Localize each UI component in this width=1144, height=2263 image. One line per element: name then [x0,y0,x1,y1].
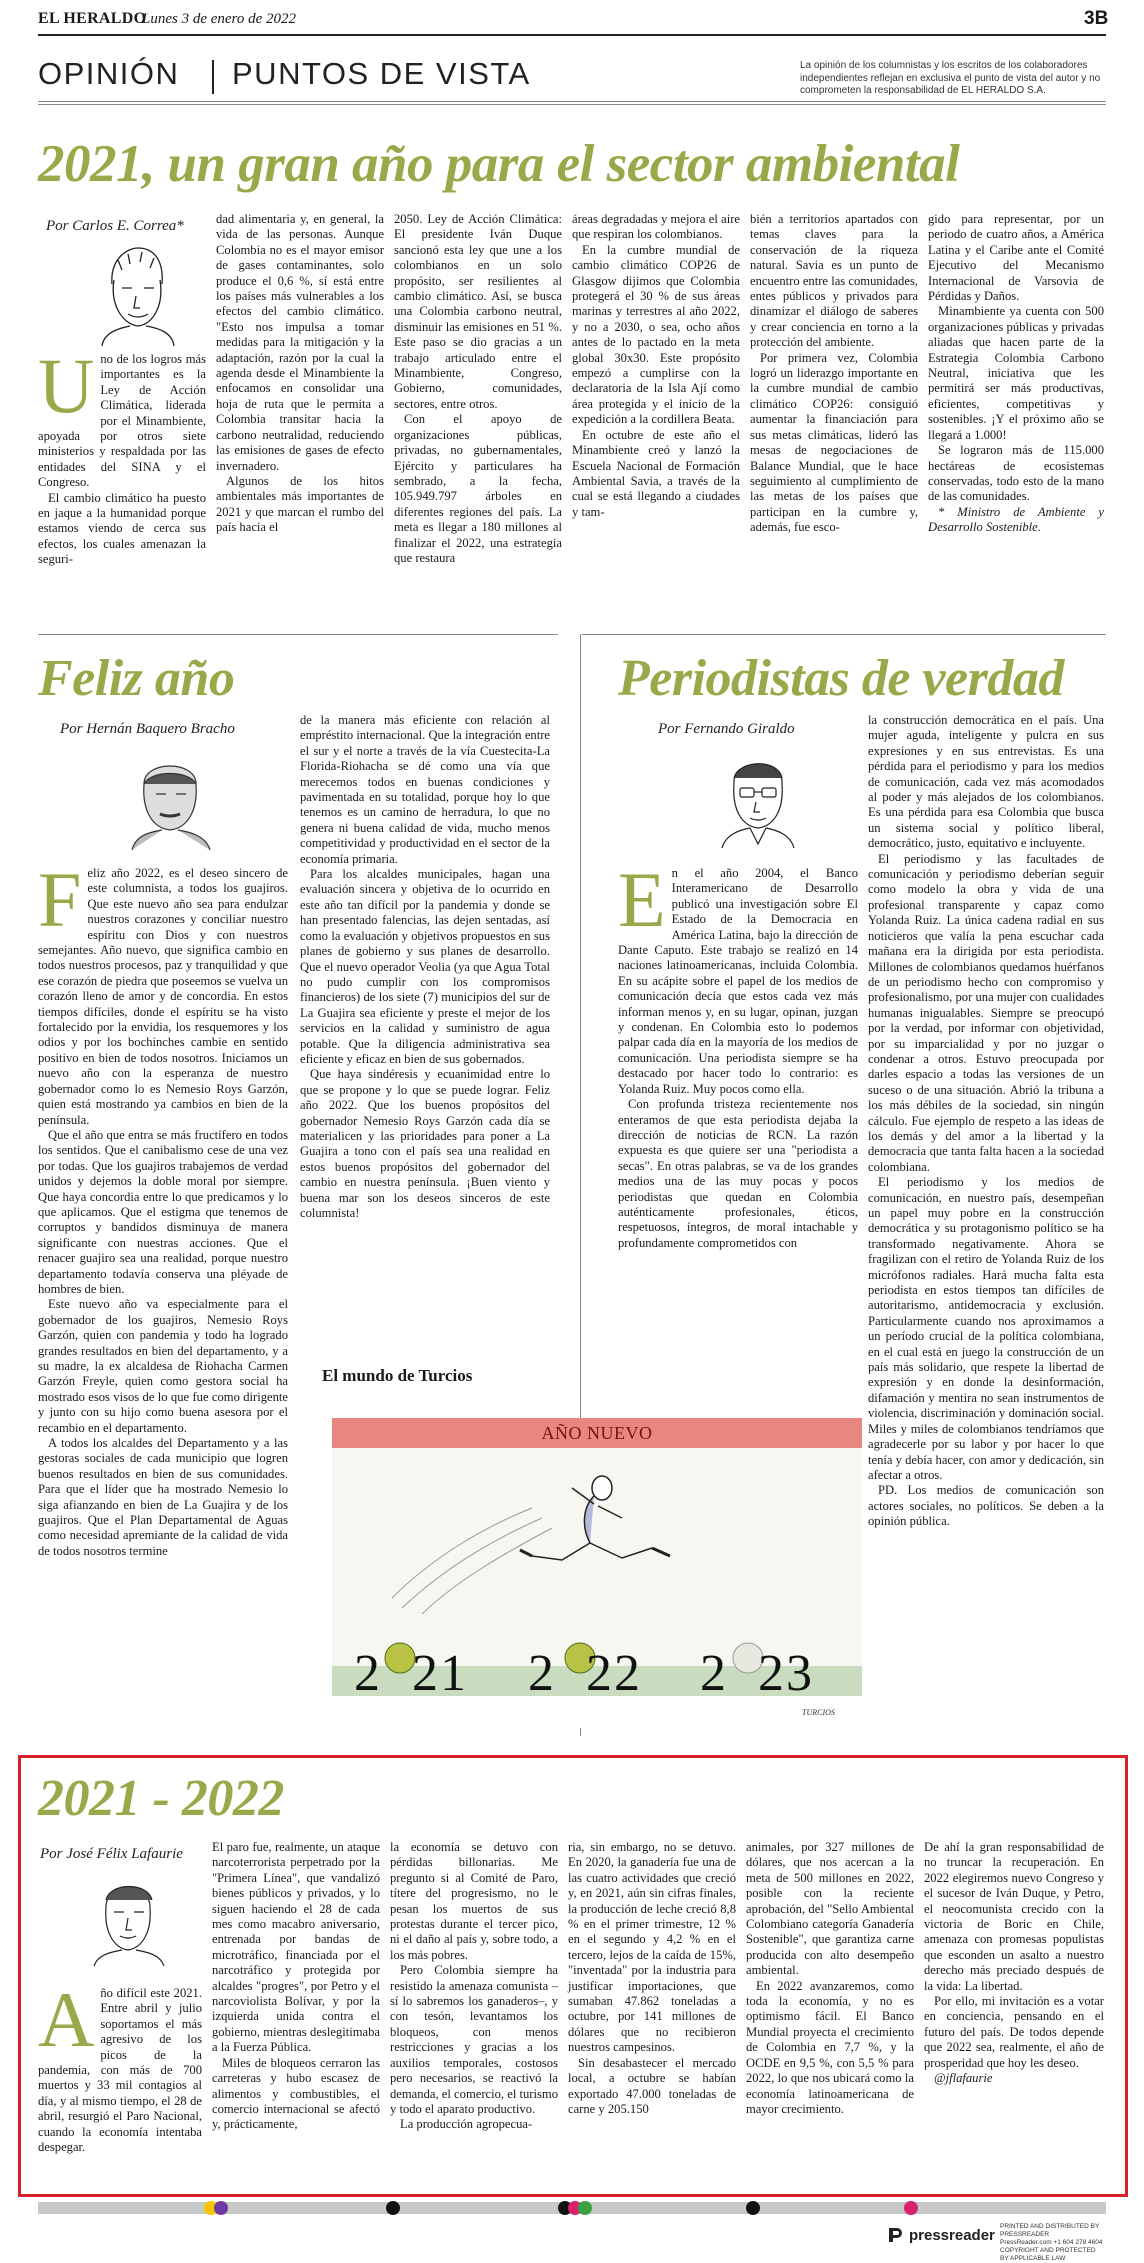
masthead: EL HERALDO [38,10,147,27]
registration-mark [214,2201,228,2215]
author-note: * Ministro de Ambiente y Desarrollo Sostenible. [928,504,1104,535]
section-divider [212,60,214,94]
paragraph: Por primera vez, Colombia logró un liderazgo importante en la cumbre mundial de cambio climático COP26: consiguió aumentar la financiación para sus metas climáticas, lideró las mesas de negociaciones de Balance Mundial, que le hace seguimiento al cumplimiento de las metas de los países que participan en la cumbre y, además, fue esco- [750,350,918,535]
page-number: 3B [1084,8,1109,29]
paragraph: El cambio climático ha puesto en jaque a la humanidad porque estamos viendo de cerca sus efectos, los cuales amenazan la seguri- [38,490,206,567]
paragraph: En 2022 avanzaremos, como toda la economía, y no es optimismo fácil. El Banco Mundial proyecta el crecimiento de Colombia en 7,7 %, y la OCDE en 9,5 %, con 5,5 % para 2022, lo que nos ubicará como la economía latinoamericana de mayor crecimiento. [746,1978,914,2116]
section-rule [38,634,558,635]
paragraph: la construcción democrática en el país. Una mujer aguda, inteligente y pulcra en sus expresiones y en sus entrevistas. Es una pérdida para el periodismo y para los medios de comunicación, cada vez más acomodados al poder y más alejados de los colombianos. Es una pérdida para esa Colombia que busca un sistema social y político liberal, democrático, justo, equitativo e incluyente. [868,713,1104,851]
paragraph: De ahí la gran responsabilidad de no truncar la recuperación. En 2022 elegiremos nuevo Congreso y el sucesor de Iván Duque, y Petro, el neocomunista crecido con la victoria de Boric en Chile, amenaza con promesas populistas que esconden un asalto a nuestro derecho más preciado después de la vida: La libertad. [924,1840,1104,1993]
article1-col5 [750,212,918,652]
registration-mark [746,2201,760,2215]
author-portrait [88,240,184,346]
paragraph: Miles de bloqueos cerraron las carreteras y hubo escasez de alimentos y combustibles, el comercio internacional se afectó y, prácticamente, [212,2055,380,2132]
article4-col1 [38,1976,202,2182]
fineprint-line: PRINTED AND DISTRIBUTED BY PRESSREADER [1000,2223,1100,2238]
paragraph: animales, por 327 millones de dólares, que nos acercan a la meta de 500 millones en 2022, posible con la reciente aprobación, del "Sello Ambiental Colombiano categoría Ganadería Sostenible", que garantiza carne producida con alto desempeño ambiental. [746,1840,914,1978]
cartoon-year-2022: 2 22 [528,1645,642,1702]
paragraph: Con profunda tristeza recientemente nos enteramos de que esta periodista dejaba la dirección de noticias de RCN. La razón expuesta es que quiere ser una "periodista a secas". En otras palabras, se va de los grandes medios una de las muy pocas y pocos periodistas que quedan en Colombia auténticamente profesionales, éticos, respetuosos, íntegros, de moral intachable y profundamente comprometidos con [618,1097,858,1250]
paragraph: n el año 2004, el Banco Interamericano de Desarrollo publicó una investigación sobre El Estado de la Democracia en América Latina, bajo la dirección de Dante Caputo. Este trabajo se realizó en 14 naciones latinoamericanas, incluida Colombia. En su acápite sobre el papel de los medios de comunicación decía que estos cada vez más informan menos y, en su lugar, opinan, juzgan y condenan. En Colombia esto lo podemos palpar cada día en la mayoría de los medios de comunicación. Una periodista siempre se ha destacado por hacer todo lo contrario: es Yolanda Ruiz. Muy pocos como ella. [618,866,858,1096]
pressreader-brand: pressreader [909,2226,995,2244]
header-double-rule [38,101,1106,105]
article3-headline: Periodistas de verdad [618,650,1064,707]
paragraph: eliz año 2022, es el deseo sincero de este columnista, a todos los guajiros. Que este nuevo año sea para endulzar nuestros corazones y conciliar nuestro espíritu con Dios y con nuestros semejantes. Año nuevo, que significa cambio en todos nuestros procesos, paz y tranquilidad y que ese corazón de piedra que poseemos se vuelva un corazón lleno de amor y de concordia. En estos tiempos difíciles, donde el espíritu se ha visto fortalecido por la envidia, los resquemores y los odios y por los bochinches cambie en sentido positivo en bien de todos nosotros. Iniciamos un nuevo año con la esperanza de nuestro gobernador como lo es Nemesio Roys Garzón, quien está mostrando ya cambios en bien de la península. [38,866,288,1127]
cartoon-banner: AÑO NUEVO [332,1418,862,1448]
paragraph: En octubre de este año el Minambiente creó y lanzó la Escuela Nacional de Formación Ambiental Savia, a través de la cual se está llegando a ciudades y tam- [572,427,740,519]
article2-col1 [38,856,288,1724]
paragraph: La producción agropecua- [400,2117,533,2132]
article1-byline: Por Carlos E. Correa* [46,218,184,234]
paragraph: Se lograron más de 115.000 hectáreas de ecosistemas conservadas, todo esto de la mano de las comunidades. [928,443,1104,504]
article1-headline: 2021, un gran año para el sector ambiental [38,135,960,193]
paragraph: ria, sin embargo, no se detuvo. En 2020, la ganadería fue una de las cuatro actividades que creció y, en 2021, aún sin cifras finales, la producción de leche creció 8,8 % en el primer trimestre, 12 % en el segundo y 4,2 % en el tercero, lejos de la caída de 15%, "inventada" por la industria para justificar importaciones, que sumaban 47.862 toneladas a octubre, por 141 millones de dólares que no recibieron nuestros campesinos. [568,1840,736,2055]
paragraph: El periodismo y las facultades de comunicación y periodismo deberían seguir como modelo la obra y vida de una profesional transparente y capaz como Yolanda Ruiz. La única cadena radial en sus noticieros que valía la pena escuchar cada mañana era la dirigida por esta periodista. Millones de colombianos quedamos huérfanos de un periodismo hecho con compromiso y profesionalismo, por una mujer con cualidades humanas inigualables. Siempre se preocupó por la verdad, por informar con objetividad, por su imparcialidad y por no juzgar o condenar a otros. Estuvo preocupada por darles espacio a todas las versiones de un suceso o de una situación. Abrió la tribuna a los más débiles de la sociedad, sin ningún cálculo. Fue ejemplo de respeto a las ideas de los demás y del amor a la libertad y la democracia que tanta falta hacen a la sociedad colombiana. [868,851,1104,1174]
paragraph: Pero Colombia siempre ha resistido la amenaza comunista –sí lo sabremos los ganaderos–, y con tesón, levantamos los bloqueos, con menos restricciones y gracias a los auxilios temporales, costosos pero necesarios, se reactivó la demanda, el comercio, el turismo y todo el aparato productivo. [390,1963,558,2116]
paragraph: la economía se detuvo con pérdidas billonarias. Me pregunto si al Comité de Paro, títere del progresismo, no le pesan los muertos de sus protestas durante el tercer pico, ni el daño al país y, sobre todo, a los más pobres. [390,1840,558,1962]
subsection-title: PUNTOS DE VISTA [232,56,531,91]
paragraph: El periodismo y los medios de comunicación, en nuestro país, desempeñan un papel muy pobre en la construcción democrática y su protagonismo político se ha transformado negativamente. Ahora se fragilizan con el retiro de Yolanda Ruiz de los micrófonos radiales. Hará mucha falta esta periodista en estos tiempos tan difíciles de autoritarismo, antidemocracia y exclusión. Particularmente cuando nos aproximamos a un período crucial de la política colombiana, en el cual está en juego la construcción de un país más solidario, que respete la libertad de expresión y en donde la desinformación, difamación y mentira no sean instrumentos de violencia, discriminación y dominación social. Miles y miles de colombianos tendríamos que agradecerle por su labor y por hacer lo que tenía y debía hacer, con amor y dedicación, sin afectar a otros. [868,1175,1104,1482]
author-portrait [86,1870,172,1966]
paragraph: En la cumbre mundial de cambio climático COP26 de Glasgow dijimos que Colombia protegerá el 30 % de sus áreas marinas y terrestres al año 2022, y no a 2030, o sea, ocho años antes de lo pactado en la meta global 30x30. Este propósito empezó a cumplirse con la declaratoria de la Isla Ají como área protegida y el inicio de la expedición a la cordillera Beata. [572,242,740,427]
dropcap: U [38,342,95,429]
paragraph: áreas degradadas y mejora el aire que respiran los colombianos. [572,212,740,242]
paragraph: Para los alcaldes municipales, hagan una evaluación sincera y objetiva de lo ocurrido en este año tan difícil por la pandemia y donde se han presentado falencias, las dejen sentadas, así como la evaluación y objetivos propuestos en sus planes de gobierno y sus planes de desarrollo. Que el nuevo operador Veolia (ya que Agua Total no pudo cumplir con los compromisos financieros) de los siete (7) municipios del sur de La Guajira sea eficiente y preste el mejor de los servicios en la calidad y suministro de agua potable. Que la diligencia administrativa sea eficiente y eficaz en bien de sus gobernados. [300,867,550,1066]
paragraph: Este nuevo año va especialmente para el gobernador de los guajiros, Nemesio Roys Garzón, quien con pandemia y todo ha logrado grandes resultados en bien del departamento, y a su madre, la ex alcaldesa de Riohacha Carmen Garzón Freyle, quien como gestora social ha mostrado esos visos de lo que fue como dirigente y junto con su hijo como buena asesora por el recambio en el departamento. [38,1297,288,1435]
article2-col2 [300,713,550,1331]
article1-col3 [394,212,562,652]
issue-date: Lunes 3 de enero de 2022 [142,11,296,27]
article4-headline: 2021 - 2022 [38,1770,284,1827]
dropcap: F [38,856,82,943]
pressreader-fineprint [1000,2223,1104,2263]
paragraph: Algunos de los hitos ambientales más importantes de 2021 y que marcan el rumbo del país hacia el [216,473,384,535]
dropcap: E [618,856,666,943]
paragraph: Que el año que entra se más fructífero en todos los sentidos. Que el canibalismo cese de una vez por todas. Que los guajiros trabajemos de verdad unidos y dejemos la doble moral por siempre. Que haya concordia entre lo que predicamos y lo que aplicamos. Que el estigma que tenemos de corruptos y bandidos disminuya de manera significante con nuestras acciones. Que el renacer guajiro sea una realidad, porque nuestro departamento todavía conserva una pléyade de hombres de bien. [38,1127,288,1296]
pressreader-logo[interactable] [886,2226,995,2244]
article4-col5 [746,1840,914,2186]
article4-col4 [568,1840,736,2186]
paragraph: gido para representar, por un periodo de cuatro años, a América Latina y el Caribe ante el Comité Ejecutivo del Mecanismo Internacional de Varsovia de Pérdidas y Daños. [928,212,1104,304]
article2-byline: Por Hernán Baquero Bracho [60,721,235,737]
cartoon-title: El mundo de Turcios [322,1366,473,1385]
section-title: OPINIÓN [38,56,180,91]
paragraph: bién a territorios apartados con temas claves para la conservación de la riqueza natural. Savia es un punto de encuentro entre las comunidades, entes públicos y privados para dinamizar el diálogo de saberes y crear conciencia en torno a la protección del ambiente. [750,212,918,350]
paragraph: Con el apoyo de organizaciones públicas, privadas, no gubernamentales, Ejército y particulares ha sembrado, a la fecha, 105.949.797 árboles en diferentes regiones del país. La meta es llegar a 180 millones al finalizar el 2022, una estrategia que restaura [394,412,562,565]
article2-headline: Feliz año [38,650,235,707]
paragraph: 2050. Ley de Acción Climática: El presidente Iván Duque sancionó esta ley que une a los colombianos en un solo propósito, ser resilientes al cambio climático. Así, se busca una Colombia carbono neutral, disminuir las emisiones en 51 %. Este paso se dio gracias a un trabajo articulado entre el Minambiente, Congreso, Gobierno, comunidades, sectores, entre otros. [394,212,562,411]
paragraph: PD. Los medios de comunicación son actores sociales, no políticos. Se deben a la opinión pública. [868,1483,1104,1529]
article4-byline: Por José Félix Lafaurie [40,1846,183,1862]
cartoon-year-2021: 2 21 [354,1645,468,1702]
author-handle: @jflafaurie [934,2071,993,2086]
article4-col2 [212,1840,380,2186]
paragraph: Que haya sindéresis y ecuanimidad entre lo que se propone y lo que se puede lograr. Feliz año 2022. Que los buenos propósitos del gobernador Nemesio Roys Garzón cada día se materialicen y las prioridades para poner a La Guajira a tono con el país sea una realidad en estos buenos propósitos del gobernador del cambio en nuestra península. ¡Buen viento y buena mar son los deseos sinceros de este columnista! [300,1067,550,1220]
article4-col6 [924,1840,1104,2186]
cartoon-frame [332,1418,862,1728]
paragraph: dad alimentaria y, en general, la vida de las personas. Aunque Colombia no es el mayor emisor de gases contaminantes, solo produce el 0,6 %, sí está entre los países más vulnerables a los efectos del cambio climático. "Esto nos impulsa a tomar medidas para la mitigación y la adaptación, razón por la cual la agenda desde el Minambiente la enfocamos en consolidar una hoja de ruta que le permita a Colombia transitar hacia la carbono neutralidad, reduciendo las emisiones de gases de efecto invernadero. [216,212,384,473]
registration-mark [904,2201,918,2215]
article1-col4 [572,212,740,652]
cartoon-signature: TURCIOS [802,1708,835,1717]
disclaimer: La opinión de los columnistas y los escritos de los colaboradores independientes reflejan en exclusiva el punto de vista del autor y no comprometen la responsabilidad de EL HERALDO S.A. [800,60,1101,96]
header-rule [38,34,1106,36]
paragraph: A todos los alcaldes del Departamento y a las gestoras sociales de cada municipio que logren buenos resultados en bien de sus comunidades. Para que el líder que ha mostrado Nemesio lo siga afianzando en bien de La Guajira y de los guajiros. Que el Plan Departamental de Aguas como necesidad apremiante de la calidad de vida de todos nosotros termine [38,1436,288,1558]
paragraph: de la manera más eficiente con relación al empréstito internacional. Que la integración entre el sur y el norte a través de la vía Cuestecita-La Florida-Riohacha se dé como una vía que merecemos todos en buenas condiciones y pavimentada en su totalidad, porque hoy lo que tenemos es un camino de herradura, lo que no genera ni buena calidad de vida, mucho menos competitividad y productividad en el sector de la economía primaria. [300,713,550,866]
fineprint-line: COPYRIGHT AND PROTECTED BY APPLICABLE LAW [1000,2247,1096,2262]
section-rule [582,634,1106,635]
article4-col3 [390,1840,558,2186]
article1-col6 [928,212,1104,652]
article1-col2 [216,212,384,652]
paragraph: Sin desabastecer el mercado local, a octubre se habían exportado 47.000 toneladas de carne y 205.150 [568,2055,736,2116]
paragraph: Por ello, mi invitación es a votar en conciencia, pensando en el futuro del país. De todos depende que 2022 sea, realmente, el año de prosperidad que hoy les deseo. [924,1994,1104,2070]
registration-mark [578,2201,592,2215]
fineprint-line: PressReader.com +1 604 278 4604 [1000,2239,1103,2246]
paragraph: El paro fue, realmente, un ataque narcoterrorista perpetrado por la "Primera Línea", que vandalizó bienes públicos y privados, y lo siguen haciendo el 28 de cada mes como macabro aniversario, entrenada por bandas de microtráfico, financiada por el narcotráfico y protegida por alcaldes "progres", por Petro y el narcoviolista Bolívar, y por la izquierda unida contra el gobierno, mientras deslegitimaba a la Fuerza Pública. [212,1840,380,2055]
author-portrait [122,744,218,850]
paragraph: Minambiente ya cuenta con 500 organizaciones públicas y privadas aliadas que hacen parte de la Estrategia Colombia Carbono Neutral, iniciativa que les permitirá ser más productivas, eficientes, competitivas y sostenibles. ¡Y el próximo año se llegará a 1.000! [928,304,1104,442]
paragraph: ño difícil este 2021. Entre abril y julio soportamos el más agresivo de los picos de la pandemia, con más de 700 muertos y 33 mil contagios al día, y al mismo tiempo, el 28 de abril, resurgió el Paro Nacional, cuando la economía intentaba despegar. [38,1986,202,2155]
author-portrait [712,744,804,848]
cartoon-year-2023: 2 23 [700,1645,814,1702]
article3-col2 [868,713,1104,1727]
paragraph: no de los logros más importantes es la Ley de Acción Climática, liderada por el Minambiente, apoyada por otros siete ministerios y respaldada por las entidades del SINA y el Congreso. [38,352,206,490]
dropcap: A [38,1976,95,2063]
pressreader-icon [886,2226,904,2244]
article3-byline: Por Fernando Giraldo [658,721,795,737]
article1-col1 [38,342,206,652]
registration-mark [386,2201,400,2215]
